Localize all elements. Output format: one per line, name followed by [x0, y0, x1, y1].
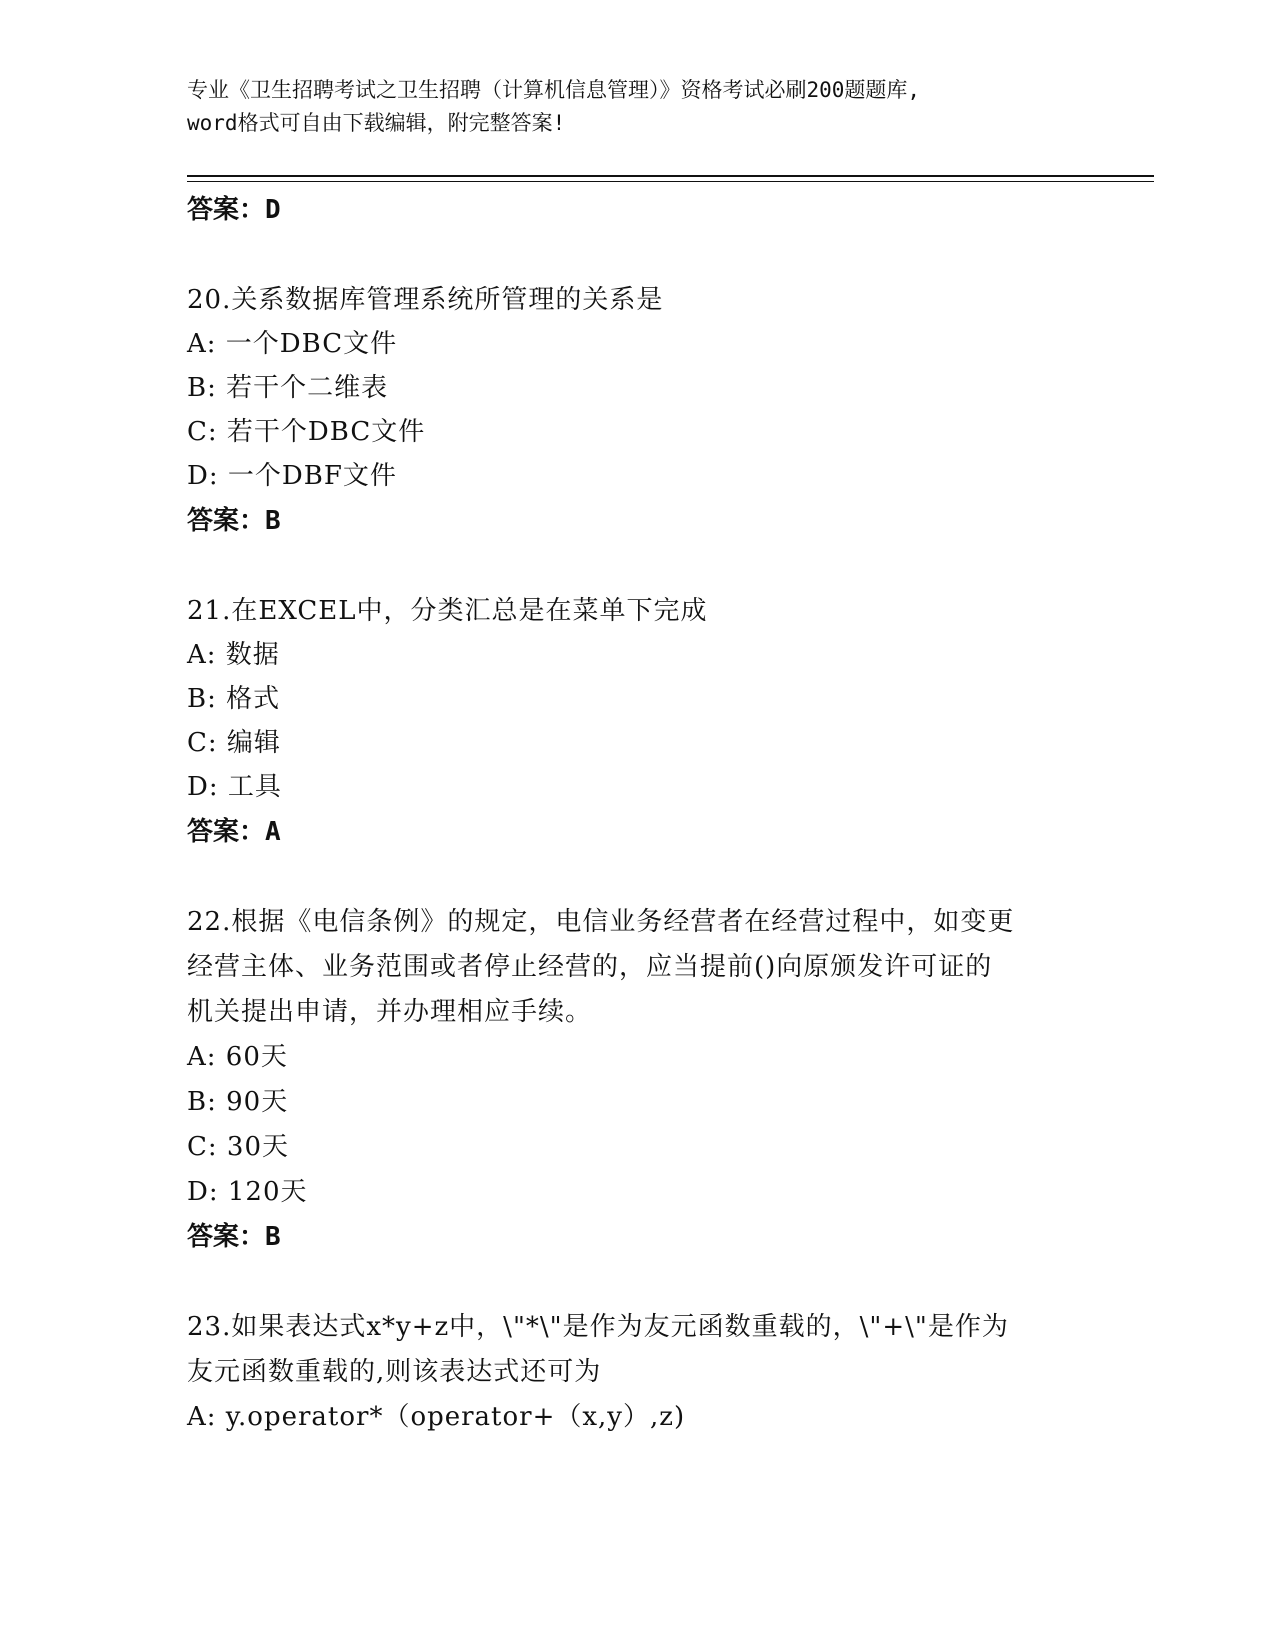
question-22-answer: 答案：B — [187, 1222, 281, 1252]
question-21-option-b: B: 格式 — [187, 684, 281, 714]
question-22-option-c: C: 30天 — [187, 1132, 290, 1162]
question-20-option-b: B: 若干个二维表 — [187, 373, 389, 403]
question-21-option-c: C: 编辑 — [187, 728, 281, 758]
question-23-text-line-1: 23.如果表达式x*y+z中，\"*\"是作为友元函数重载的，\"+\"是作为 — [187, 1312, 1009, 1342]
header-divider-thin — [187, 181, 1154, 182]
answer-previous: 答案：D — [187, 195, 281, 225]
header-divider-thick — [187, 175, 1154, 177]
question-20-option-d: D: 一个DBF文件 — [187, 461, 397, 491]
question-20-text: 20.关系数据库管理系统所管理的关系是 — [187, 285, 664, 315]
question-23-option-a: A: y.operator*（operator+（x,y）,z) — [187, 1402, 686, 1432]
question-20-option-c: C: 若干个DBC文件 — [187, 417, 426, 447]
document-header — [187, 74, 1087, 140]
question-22-option-b: B: 90天 — [187, 1087, 289, 1117]
question-20-option-a: A: 一个DBC文件 — [187, 329, 398, 359]
question-21-option-a: A: 数据 — [187, 640, 280, 670]
header-line-2: word格式可自由下载编辑，附完整答案! — [187, 111, 566, 135]
header-line-1: 专业《卫生招聘考试之卫生招聘（计算机信息管理）》资格考试必刷200题题库, — [187, 78, 921, 102]
question-22-text-line-2: 经营主体、业务范围或者停止经营的，应当提前()向原颁发许可证的 — [187, 952, 993, 982]
question-20-answer: 答案：B — [187, 506, 281, 536]
question-21-text: 21.在EXCEL中，分类汇总是在菜单下完成 — [187, 596, 708, 626]
question-23-text-line-2: 友元函数重载的,则该表达式还可为 — [187, 1357, 602, 1387]
question-21-answer: 答案：A — [187, 817, 281, 847]
question-22-option-a: A: 60天 — [187, 1042, 288, 1072]
question-21-option-d: D: 工具 — [187, 772, 282, 802]
question-22-option-d: D: 120天 — [187, 1177, 308, 1207]
question-22-text-line-3: 机关提出申请，并办理相应手续。 — [187, 997, 593, 1027]
question-22-text-line-1: 22.根据《电信条例》的规定，电信业务经营者在经营过程中，如变更 — [187, 907, 1015, 937]
